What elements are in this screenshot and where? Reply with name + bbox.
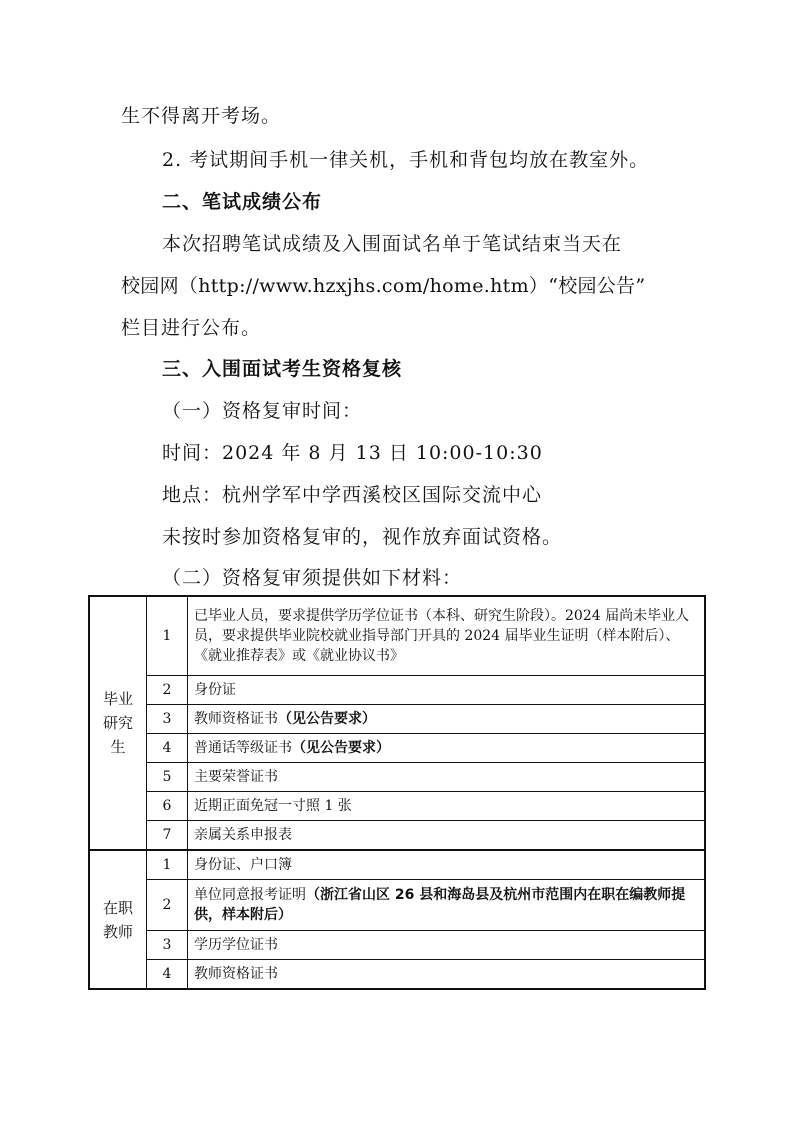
text-line: 本次招聘笔试成绩及入围面试名单于笔试结束当天在 [162, 233, 623, 255]
item-number: 3 [147, 931, 188, 960]
subsection-heading: （一）资格复审时间： [162, 400, 363, 422]
table-row [89, 676, 705, 705]
item-description: 主要荣誉证书 [188, 763, 706, 792]
table-row [89, 734, 705, 763]
requirements-table [88, 595, 706, 990]
item-number: 2 [147, 880, 188, 931]
item-description: 身份证、户口簿 [188, 850, 706, 880]
text-line: 地点：杭州学军中学西溪校区国际交流中心 [162, 484, 543, 506]
item-number: 4 [147, 960, 188, 990]
item-number: 7 [147, 821, 188, 851]
item-number: 2 [147, 676, 188, 705]
table-row [89, 960, 705, 990]
item-description: 学历学位证书 [188, 931, 706, 960]
subsection-heading: （二）资格复审须提供如下材料： [162, 567, 463, 589]
item-description: 身份证 [188, 676, 706, 705]
table-row [89, 850, 705, 880]
text-line: 生不得离开考场。 [121, 105, 282, 127]
text-line: 2. 考试期间手机一律关机，手机和背包均放在教室外。 [162, 149, 650, 171]
table-row [89, 821, 705, 851]
item-description: 近期正面免冠一寸照 1 张 [188, 792, 706, 821]
text-line: 校园网（http://www.hzxjhs.com/home.htm）“校园公告” [121, 275, 646, 297]
item-number: 6 [147, 792, 188, 821]
table-row [89, 792, 705, 821]
item-description: 教师资格证书 [188, 960, 706, 990]
text-line: 时间：2024 年 8 月 13 日 10:00-10:30 [162, 442, 543, 464]
table-row [89, 763, 705, 792]
item-description: 亲属关系申报表 [188, 821, 706, 851]
section-heading: 二、笔试成绩公布 [162, 191, 323, 213]
item-description: 教师资格证书（见公告要求） [188, 705, 706, 734]
category-cell: 毕业 研究 生 [89, 596, 147, 850]
item-number: 3 [147, 705, 188, 734]
item-description: 已毕业人员，要求提供学历学位证书（本科、研究生阶段）。2024 届尚未毕业人员，要求提供毕业院校就业指导部门开具的 2024 届毕业生证明（样本附后）、《就业推荐表》或《就业协议书》 [188, 596, 706, 676]
table-row [89, 596, 705, 676]
item-description: 普通话等级证书（见公告要求） [188, 734, 706, 763]
section-heading: 三、入围面试考生资格复核 [162, 358, 403, 380]
item-number: 5 [147, 763, 188, 792]
category-cell: 在职 教师 [89, 850, 147, 989]
text-line: 栏目进行公布。 [121, 317, 262, 339]
item-number: 1 [147, 596, 188, 676]
text-line: 未按时参加资格复审的，视作放弃面试资格。 [162, 526, 563, 548]
table-row [89, 931, 705, 960]
item-description: 单位同意报考证明（浙江省山区 26 县和海岛县及杭州市范围内在职在编教师提供，样本附后） [188, 880, 706, 931]
item-number: 1 [147, 850, 188, 880]
item-number: 4 [147, 734, 188, 763]
table-row [89, 880, 705, 931]
table-row [89, 705, 705, 734]
